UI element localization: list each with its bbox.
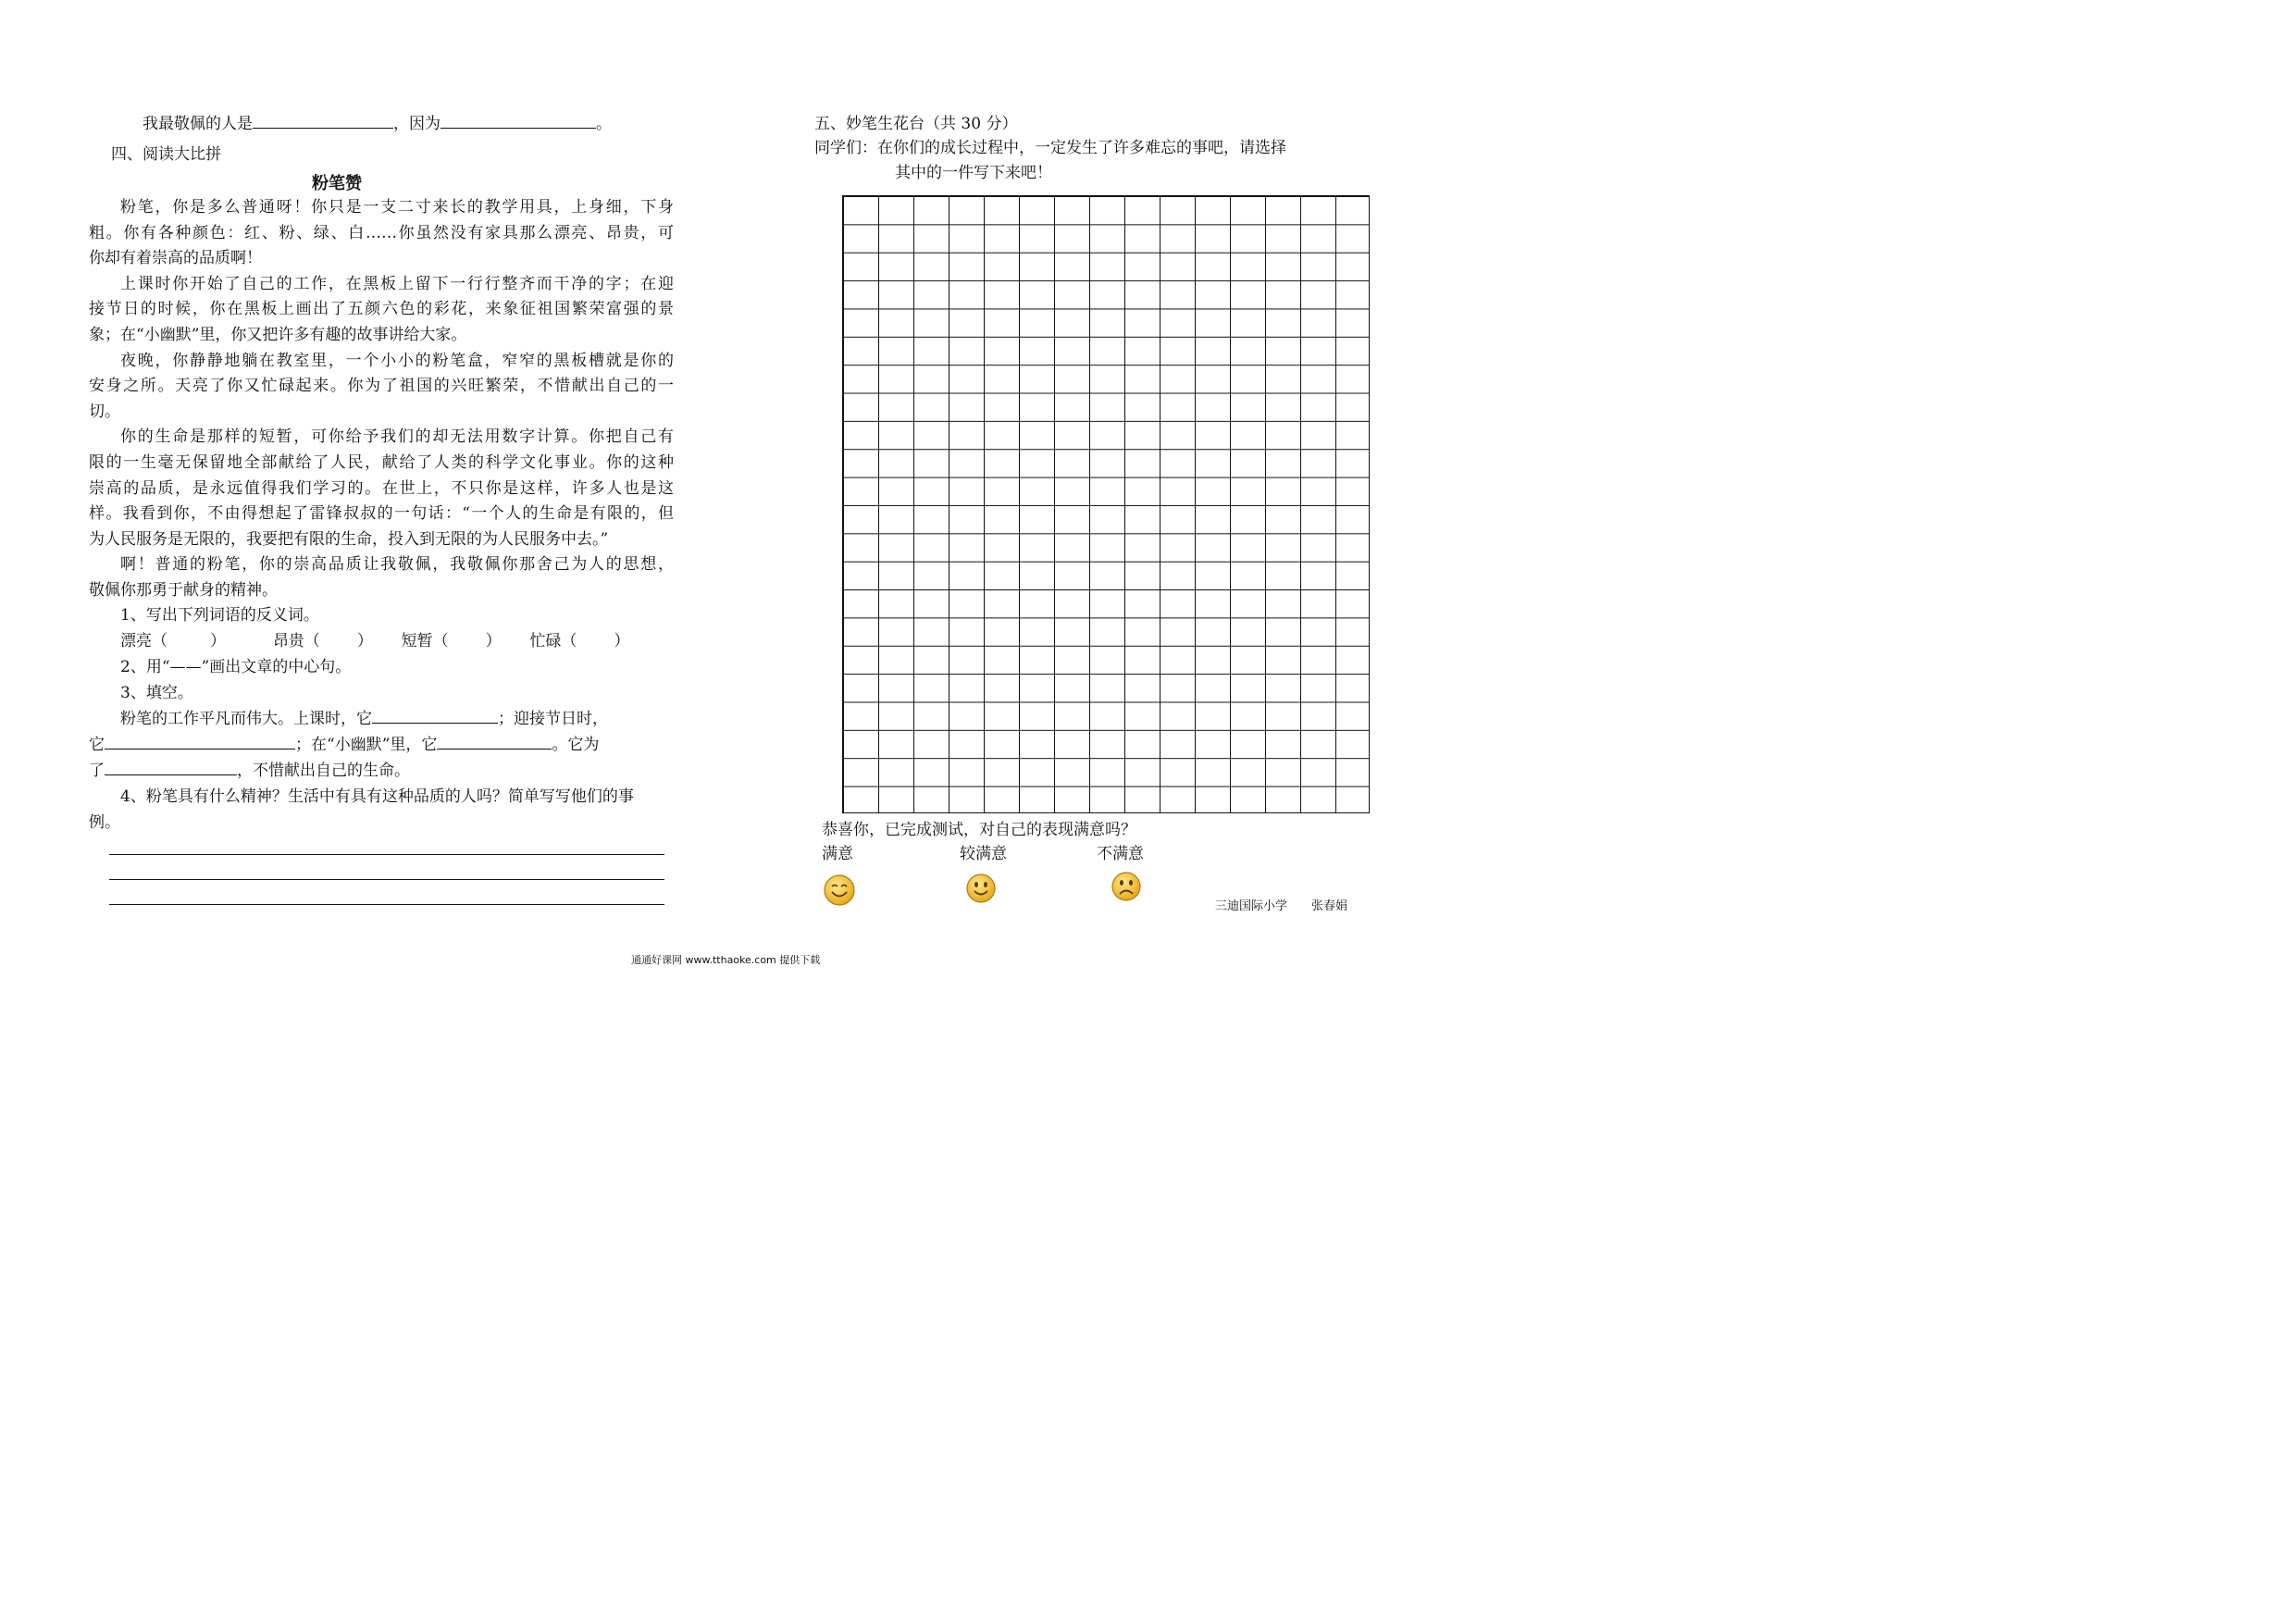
admire-end: 。 (596, 115, 612, 133)
writing-prompt-cont: 其中的一件写下来吧！ (895, 164, 1052, 182)
answer-line-3[interactable] (109, 904, 664, 905)
smile-face-icon[interactable] (965, 873, 997, 904)
paragraph-line: 你的生命是那样的短暂，可你给予我们的却无法用数字计算。你把自己有 (120, 427, 674, 447)
antonym-row (120, 628, 629, 654)
paragraph-line: 限的一生毫无保留地全部献给了人民，献给了人类的科学文化事业。你的这种 (89, 452, 674, 472)
paragraph-line: 敬佩你那勇于献身的精神。 (89, 580, 278, 600)
rating-fairly-label: 较满意 (960, 845, 1007, 863)
admire-because: ，因为 (393, 115, 441, 133)
paragraph-line: 崇高的品质，是永远值得我们学习的。在世上，不只你是这样，许多人也是这 (89, 478, 674, 498)
writing-prompt: 同学们：在你们的成长过程中，一定发生了许多难忘的事吧，请选择 (814, 139, 1286, 157)
question-2: 2、用“——”画出文章的中心句。 (120, 658, 352, 676)
rating-unsatisfied-label: 不满意 (1097, 845, 1144, 863)
fill-text: ，不惜献出自己的生命。 (237, 762, 410, 780)
feedback-question: 恭喜你，已完成测试，对自己的表现满意吗？ (822, 821, 1136, 839)
section-5-title: 五、妙笔生花台（共 30 分） (814, 115, 1018, 133)
article-body (89, 195, 674, 604)
sad-face-icon[interactable] (1111, 871, 1142, 902)
paragraph-line: 上课时你开始了自己的工作，在黑板上留下一行行整齐而干净的字；在迎 (120, 274, 674, 293)
fill-line-2 (89, 732, 599, 758)
admire-reason-blank[interactable] (441, 111, 596, 129)
fill-text: 粉笔的工作平凡而伟大。上课时，它 (120, 710, 372, 728)
question-1: 1、写出下列词语的反义词。 (120, 606, 319, 625)
paragraph-line: 安身之所。天亮了你又忙碌起来。你为了祖国的兴旺繁荣，不惜献出自己的一 (89, 377, 674, 396)
fill-text: 了 (89, 762, 105, 780)
paragraph-line: 啊！普通的粉笔，你的崇高品质让我敬佩，我敬佩你那舍己为人的思想， (120, 555, 674, 575)
paragraph-line: 象；在“小幽默”里，你又把许多有趣的故事讲给大家。 (89, 325, 467, 344)
fill-line-3 (89, 758, 410, 784)
question-4-cont: 例。 (89, 813, 120, 832)
paren-close: ） (485, 632, 502, 650)
paren-close: ） (614, 632, 630, 650)
paragraph-line: 样。我看到你，不由得想起了雷锋叔叔的一句话：“一个人的生命是有限的，但 (89, 504, 674, 524)
paragraph-line: 粉笔，你是多么普通呀！你只是一支二寸来长的教学用具，上身细，下身 (120, 198, 674, 217)
question-4: 4、粉笔具有什么精神？生活中有具有这种品质的人吗？简单写写他们的事 (120, 787, 634, 806)
question-3: 3、填空。 (120, 684, 193, 702)
fill-text: ；迎接节日时， (498, 710, 608, 728)
paragraph-line: 为人民服务是无限的，我要把有限的生命，投入到无限的为人民服务中去。” (89, 529, 609, 549)
paragraph-line: 夜晚，你静静地躺在教室里，一个小小的粉笔盒，窄窄的黑板槽就是你的 (120, 351, 674, 370)
article-title: 粉笔赞 (312, 174, 362, 193)
footer-source: 通通好课网 www.tthaoke.com 提供下载 (631, 954, 821, 966)
section-4-title: 四、阅读大比拼 (111, 145, 221, 164)
word-manglu: 忙碌（ (529, 632, 577, 650)
fill-blank-3[interactable] (437, 732, 552, 750)
admire-sentence (143, 111, 612, 137)
happy-face-icon[interactable] (823, 873, 856, 907)
fill-blank-1[interactable] (372, 706, 498, 724)
fill-line-1 (120, 706, 608, 732)
word-duanzan: 短暂（ (401, 632, 449, 650)
paren-close: ） (210, 632, 226, 650)
fill-text: ；在“小幽默”里，它 (295, 736, 438, 754)
author-credit: 三迪国际小学 张春娟 (1215, 899, 1348, 913)
admire-prefix: 我最敬佩的人是 (143, 115, 253, 133)
word-anggui: 昂贵（ (272, 632, 320, 650)
rating-satisfied-label: 满意 (822, 845, 853, 863)
fill-text: 。它为 (552, 736, 600, 754)
word-piaoliang: 漂亮（ (120, 632, 168, 650)
answer-line-2[interactable] (109, 879, 664, 880)
composition-grid[interactable] (842, 195, 1370, 813)
admire-person-blank[interactable] (253, 111, 393, 129)
fill-blank-4[interactable] (105, 758, 237, 775)
paragraph-line: 接节日的时候，你在黑板上画出了五颜六色的彩花，来象征祖国繁荣富强的景 (89, 300, 674, 319)
answer-line-1[interactable] (109, 854, 664, 855)
paragraph-line: 切。 (89, 402, 120, 421)
fill-text: 它 (89, 736, 105, 754)
fill-blank-2[interactable] (105, 732, 295, 750)
paragraph-line: 你却有着崇高的品质啊！ (89, 249, 262, 268)
paren-close: ） (356, 632, 373, 650)
paragraph-line: 粗。你有各种颜色：红、粉、绿、白……你虽然没有家具那么漂亮、昂贵，可 (89, 223, 674, 242)
